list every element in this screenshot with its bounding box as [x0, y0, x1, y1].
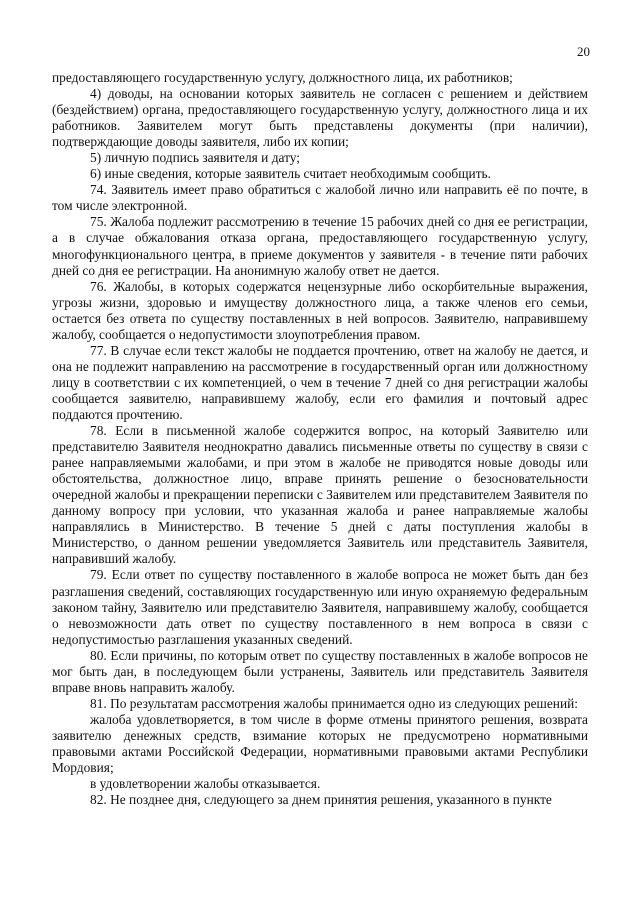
paragraph-75: 75. Жалоба подлежит рассмотрению в течение 15 рабочих дней со дня ее регистрации, а в случае обжалования отказа органа, предоставляющего государственную услугу, многофункционального центра, в приеме документов у заявителя - в течение пяти рабочих дней со дня ее регистрации. На анонимную жалобу ответ не дается.: [52, 214, 588, 278]
paragraph-item-4: 4) доводы, на основании которых заявитель не согласен с решением и действием (бездействием) органа, предоставляющего государственную услугу, должностного лица и их работников. Заявителем могут быть представлены документы (при наличии), подтверждающие доводы заявителя, либо их копии;: [52, 86, 588, 150]
paragraph-item-5: 5) личную подпись заявителя и дату;: [90, 150, 301, 166]
paragraph-80: 80. Если причины, по которым ответ по существу поставленных в жалобе вопросов не мог быть дан, в последующем были устранены, Заявитель или представитель Заявителя вправе вновь направить жалобу.: [52, 647, 588, 695]
page-number: 20: [577, 44, 590, 59]
paragraph-81: 81. По результатам рассмотрения жалобы принимается одно из следующих решений:: [90, 695, 579, 711]
paragraph-74: 74. Заявитель имеет право обратиться с жалобой лично или направить её по почте, в том числе электронной.: [52, 182, 588, 214]
paragraph-79: 79. Если ответ по существу поставленного в жалобе вопроса не может быть дан без разглашения сведений, составляющих государственную или иную охраняемую федеральным законом тайну, Заявителю или представителю Заявителя, направившему жалобу, сообщается о невозможности дать ответ по существу поставленного в нем вопроса в связи с недопустимостью разглашения указанных сведений.: [52, 567, 588, 647]
paragraph-81-option-1: жалоба удовлетворяется, в том числе в форме отмены принятого решения, возврата заявителю денежных средств, взимание которых не предусмотрено нормативными правовыми актами Российской Федерации, нормативными правовыми актами Республики Мордовия;: [52, 711, 588, 776]
paragraph-continuation: предоставляющего государственную услугу, должностного лица, их работников;: [52, 70, 513, 85]
paragraph-76: 76. Жалобы, в которых содержатся нецензурные либо оскорбительные выражения, угрозы жизни, здоровью и имуществу должностного лица, а также членов его семьи, остается без ответа по существу поставленных в ней вопросов. Заявителю, направившему жалобу, сообщается о недопустимости злоупотребления правом.: [52, 278, 588, 342]
paragraph-78: 78. Если в письменной жалобе содержится вопрос, на который Заявителю или представителю Заявителя неоднократно давались письменные ответы по существу в связи с ранее направляемыми жалобами, и при этом в жалобе не приводятся новые доводы или обстоятельства, должностное лицо, вправе принять решение о безосновательности очередной жалобы и прекращении переписки с Заявителем или представителем Заявителя по данному вопросу при условии, что указанная жалоба и ранее направляемые жалобы направлялись в Министерство. В течение 5 дней с даты поступления жалобы в Министерство, о данном решении уведомляется Заявитель или представитель Заявителя, направивший жалобу.: [52, 423, 588, 567]
paragraph-81-option-2: в удовлетворении жалобы отказывается.: [90, 776, 321, 792]
paragraph-82: 82. Не позднее дня, следующего за днем принятия решения, указанного в пункте: [90, 792, 552, 808]
document-body: [52, 70, 588, 808]
paragraph-77: 77. В случае если текст жалобы не поддается прочтению, ответ на жалобу не дается, и она не подлежит направлению на рассмотрение в государственный орган или должностному лицу в соответствии с их компетенцией, о чем в течение 7 дней со дня регистрации жалобы сообщается заявителю, направившему жалобу, если его фамилия и почтовый адрес поддаются прочтению.: [52, 342, 588, 422]
paragraph-item-6: 6) иные сведения, которые заявитель считает необходимым сообщить.: [90, 166, 492, 182]
